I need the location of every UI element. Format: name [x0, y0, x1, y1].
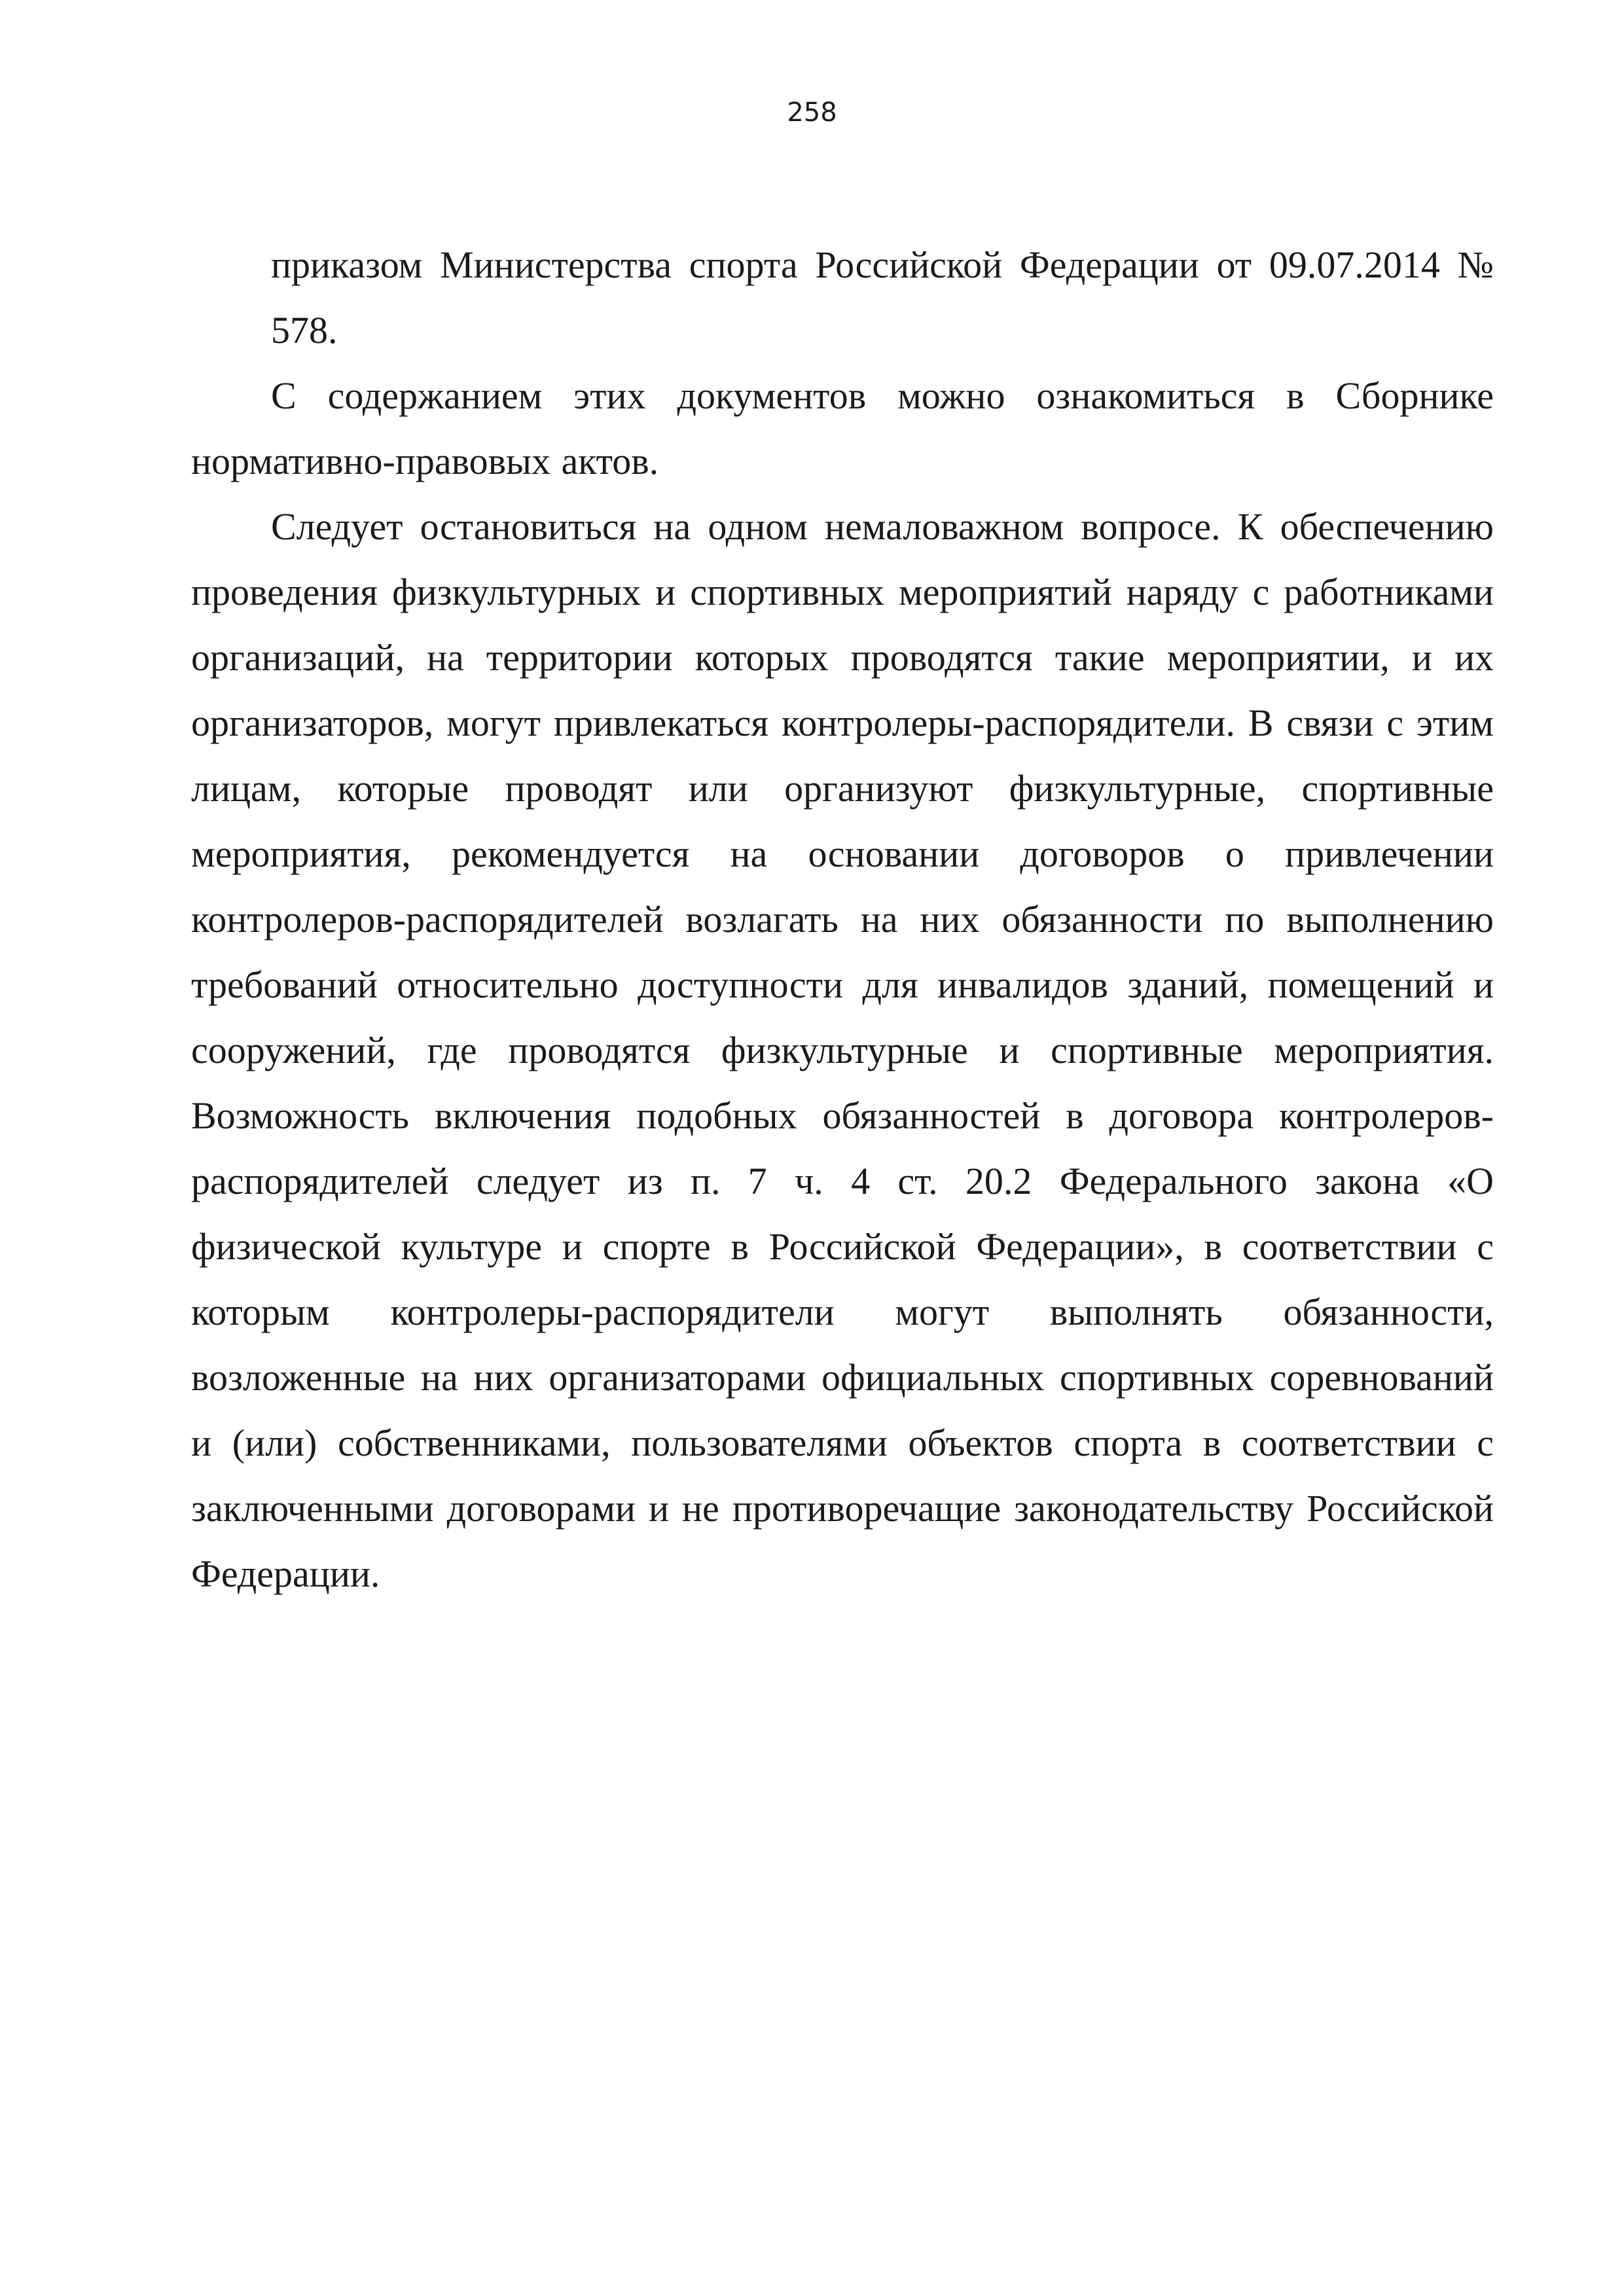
paragraph-controllers-stewards: Следует остановиться на одном немаловажном вопросе. К обеспечению проведения физкультурных и спортивных мероприятий наряду с работниками организаций, на территории которых проводятся такие мероприятии, и их организаторов, могут привлекаться контролеры-распорядители. В связи с этим лицам, которые проводят или организуют физкультурные, спортивные мероприятия, рекомендуется на основании договоров о привлечении контролеров-распорядителей возлагать на них обязанности по выполнению требований относительно доступности для инвалидов зданий, помещений и сооружений, где проводятся физкультурные и спортивные мероприятия. Возможность включения подобных обязанностей в договора контролеров-распорядителей следует из п. 7 ч. 4 ст. 20.2 Федерального закона «О физической культуре и спорте в Российской Федерации», в соответствии с которым контролеры-распорядители могут выполнять обязанности, возложенные на них организаторами официальных спортивных соревнований и (или) собственниками, пользователями объектов спорта в соответствии с заключенными договорами и не противоречащие законодательству Российской Федерации. [191, 505, 1494, 1595]
paragraph-documents-collection: С содержанием этих документов можно ознакомиться в Сборнике нормативно-правовых актов. [191, 374, 1494, 482]
body-text [191, 232, 1494, 1607]
page-number: 258 [787, 98, 837, 128]
paragraph-order-reference: приказом Министерства спорта Российской Федерации от 09.07.2014 № 578. [271, 243, 1494, 351]
